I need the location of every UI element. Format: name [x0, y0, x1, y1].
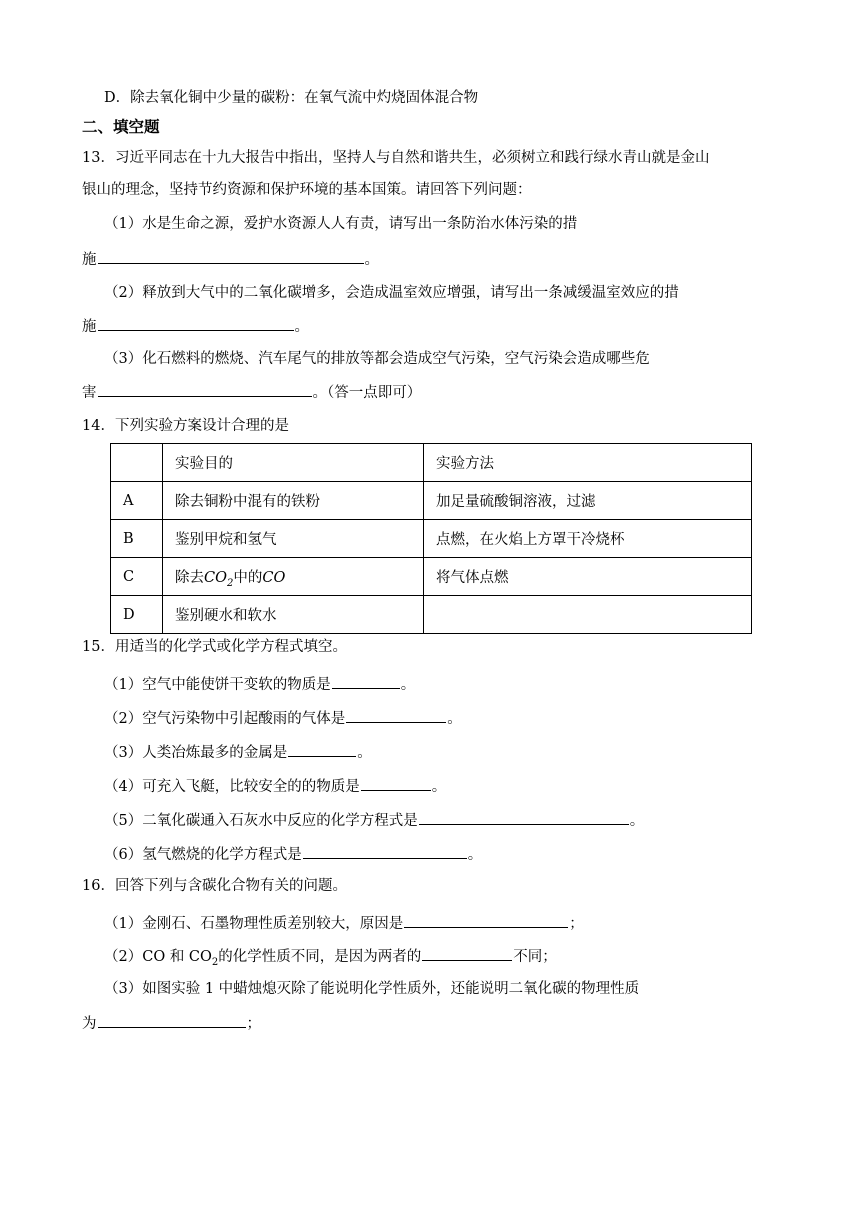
q13-part1-answer-line [82, 248, 379, 270]
q13-part1-suffix: 。 [364, 252, 379, 268]
formula-co2: $CO_2$ [204, 570, 234, 589]
table-row [111, 596, 752, 634]
q15-item-2-end: 。 [447, 711, 462, 727]
row-purpose: 除去铜粉中混有的铁粉 [163, 482, 424, 520]
header-cell-label [111, 444, 163, 482]
row-label: D [111, 596, 163, 634]
q12-option-d: D．除去氧化铜中少量的碳粉：在氧气流中灼烧固体混合物 [104, 90, 479, 106]
q16-part3-line1: （3）如图实验 1 中蜡烛熄灭除了能说明化学性质外，还能说明二氧化碳的物理性质 [104, 981, 640, 997]
q16-part1-end: ； [569, 916, 584, 932]
q14-stem: 14．下列实验方案设计合理的是 [82, 418, 289, 434]
q15-item-1 [104, 673, 415, 695]
purpose-mid: 中的 [233, 570, 263, 586]
q15-item-6 [104, 843, 482, 865]
q16-part3-prefix: 为 [82, 1016, 97, 1032]
row-label: A [111, 482, 163, 520]
q16-part1-blank[interactable] [404, 912, 568, 928]
q13-part2-answer-line [82, 315, 309, 337]
q15-item-3-text: （3）人类冶炼最多的金属是 [104, 745, 288, 761]
q16-part3-suffix: ； [246, 1016, 261, 1032]
row-method-empty[interactable] [424, 596, 752, 634]
row-purpose [163, 558, 424, 596]
table-header-row [111, 444, 752, 482]
q13-part3-answer-line [82, 381, 421, 403]
q15-item-5 [104, 809, 644, 831]
section-title: 二、填空题 [82, 118, 160, 136]
q13-stem-line2: 银山的理念，坚持节约资源和保护环境的基本国策。请回答下列问题： [82, 182, 532, 198]
q16-part2-sub: 2 [211, 956, 219, 968]
q16-part3-blank[interactable] [98, 1012, 246, 1028]
q15-item-4-text: （4）可充入飞艇，比较安全的的物质是 [104, 779, 360, 795]
q16-part1 [104, 912, 584, 934]
q13-part1-blank[interactable] [98, 248, 364, 264]
q16-part2-text: （2）CO 和 CO [104, 949, 212, 965]
q13-part2-line1: （2）释放到大气中的二氧化碳增多，会造成温室效应增强，请写出一条减缓温室效应的措 [104, 285, 679, 301]
row-label: C [111, 558, 163, 596]
table-row [111, 482, 752, 520]
q15-item-5-end: 。 [629, 813, 645, 829]
q13-part2-blank[interactable] [98, 315, 294, 331]
header-cell-purpose: 实验目的 [163, 444, 424, 482]
q15-item-3-end: 。 [357, 745, 372, 761]
q16-part2 [104, 945, 557, 967]
q13-part3-line1: （3）化石燃料的燃烧、汽车尾气的排放等都会造成空气污染，空气污染会造成哪些危 [104, 351, 650, 367]
row-method: 点燃，在火焰上方罩干冷烧杯 [424, 520, 752, 558]
row-purpose: 鉴别硬水和软水 [163, 596, 424, 634]
q13-part3-suffix: 。（答一点即可） [312, 385, 422, 401]
q13-part1-line1: （1）水是生命之源，爱护水资源人人有责，请写出一条防治水体污染的措 [104, 216, 578, 232]
row-method: 加足量硫酸铜溶液，过滤 [424, 482, 752, 520]
q15-item-4 [104, 775, 446, 797]
purpose-pre: 除去 [175, 570, 204, 586]
q15-item-3 [104, 741, 372, 763]
q13-part2-prefix: 施 [82, 319, 97, 335]
table-row [111, 520, 752, 558]
q15-item-1-end: 。 [400, 677, 416, 693]
q15-stem: 15．用适当的化学式或化学方程式填空。 [82, 639, 347, 655]
q14-table [110, 443, 752, 634]
row-label: B [111, 520, 163, 558]
q15-item-1-blank[interactable] [332, 673, 400, 689]
q13-part3-blank[interactable] [98, 381, 312, 397]
table-row [111, 558, 752, 596]
q16-stem: 16．回答下列与含碳化合物有关的问题。 [82, 878, 347, 894]
row-purpose: 鉴别甲烷和氢气 [163, 520, 424, 558]
q15-item-2-blank[interactable] [346, 707, 446, 723]
q13-part3-prefix: 害 [82, 385, 97, 401]
q15-item-4-end: 。 [431, 779, 447, 795]
q15-item-4-blank[interactable] [361, 775, 431, 791]
q16-part1-text: （1）金刚石、石墨物理性质差别较大，原因是 [104, 916, 404, 932]
q16-part2-end: 不同； [513, 949, 557, 965]
q13-part1-prefix: 施 [82, 252, 97, 268]
q15-item-6-blank[interactable] [303, 843, 467, 859]
header-cell-method: 实验方法 [424, 444, 752, 482]
q15-item-5-blank[interactable] [419, 809, 629, 825]
formula-co: CO [262, 570, 286, 586]
q15-item-2 [104, 707, 462, 729]
q13-stem-line1: 13．习近平同志在十九大报告中指出，坚持人与自然和谐共生，必须树立和践行绿水青山就是金山 [82, 150, 710, 166]
q15-item-5-text: （5）二氧化碳通入石灰水中反应的化学方程式是 [104, 813, 418, 829]
q15-item-6-text: （6）氢气燃烧的化学方程式是 [104, 847, 302, 863]
q16-part3-answer-line [82, 1012, 261, 1034]
row-method: 将气体点燃 [424, 558, 752, 596]
q15-item-6-end: 。 [467, 847, 483, 863]
q15-item-3-blank[interactable] [288, 741, 356, 757]
q15-item-2-text: （2）空气污染物中引起酸雨的气体是 [104, 711, 346, 727]
q13-part2-suffix: 。 [294, 319, 309, 335]
q15-item-1-text: （1）空气中能使饼干变软的物质是 [104, 677, 331, 693]
q16-part2-mid: 的化学性质不同，是因为两者的 [218, 949, 422, 965]
q16-part2-blank[interactable] [422, 945, 512, 961]
